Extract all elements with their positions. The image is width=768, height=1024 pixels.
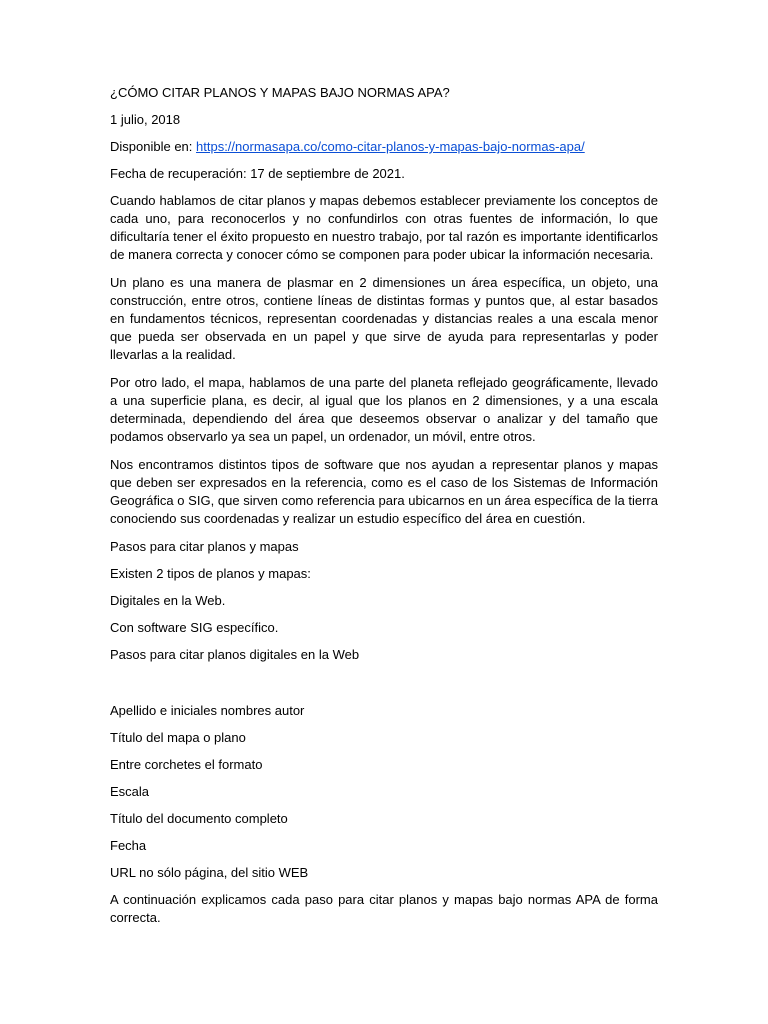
type-sig: Con software SIG específico. [110, 620, 279, 635]
step-url: URL no sólo página, del sitio WEB [110, 865, 309, 880]
type-digital: Digitales en la Web. [110, 593, 226, 608]
steps-heading: Pasos para citar planos y mapas [110, 539, 299, 554]
paragraph-software: Nos encontramos distintos tipos de software que nos ayudan a representar planos y mapas que deben ser expresados en la referencia, como es el caso de los Sistemas de Información Geográfica o SIG, que sirven como referencia para ubicarnos en un área específica de la tierra conociendo sus coordenadas y realizar un estudio específico del área en cuestión. [110, 457, 658, 526]
step-title: Título del mapa o plano [110, 730, 246, 745]
paragraph-mapa: Por otro lado, el mapa, hablamos de una parte del planeta reflejado geográficamente, llevado a una superficie plana, es decir, al igual que los planos en 2 dimensiones, y a una escala determinada, dependiendo del área que deseemos observar o analizar y del tamaño que podamos observarlo ya sea un papel, un ordenador, un móvil, entre otros. [110, 375, 658, 444]
step-format: Entre corchetes el formato [110, 757, 263, 772]
publication-date: 1 julio, 2018 [110, 112, 181, 127]
step-scale: Escala [110, 784, 150, 799]
closing-paragraph: A continuación explicamos cada paso para citar planos y mapas bajo normas APA de forma correcta. [110, 892, 658, 925]
available-label: Disponible en: [110, 139, 193, 154]
document-body [110, 84, 658, 937]
types-heading: Existen 2 tipos de planos y mapas: [110, 566, 311, 581]
source-link[interactable]: https://normasapa.co/como-citar-planos-y-mapas-bajo-normas-apa/ [196, 139, 585, 154]
available-at [110, 138, 658, 155]
digital-steps-heading: Pasos para citar planos digitales en la Web [110, 647, 360, 662]
step-date: Fecha [110, 838, 147, 853]
paragraph-plano: Un plano es una manera de plasmar en 2 dimensiones un área específica, un objeto, una construcción, entre otros, contiene líneas de distintas formas y puntos que, al estar basados en fundamentos técnicos, representan coordenadas y distancias reales a una escala menor que pueda ser observada en un papel y que sirve de ayuda para representarlas y poder llevarlas a la realidad. [110, 275, 658, 362]
document-title: ¿CÓMO CITAR PLANOS Y MAPAS BAJO NORMAS APA? [110, 85, 450, 100]
paragraph-intro: Cuando hablamos de citar planos y mapas debemos establecer previamente los conceptos de cada uno, para reconocerlos y no confundirlos con otras fuentes de información, lo que dificultaría tener el éxito propuesto en nuestro trabajo, por tal razón es importante identificarlos de manera correcta y conocer cómo se componen para poder ubicar la información necesaria. [110, 193, 658, 262]
blank-gap [110, 673, 658, 702]
retrieval-date: Fecha de recuperación: 17 de septiembre de 2021. [110, 166, 405, 181]
step-author: Apellido e iniciales nombres autor [110, 703, 305, 718]
step-document-title: Título del documento completo [110, 811, 288, 826]
